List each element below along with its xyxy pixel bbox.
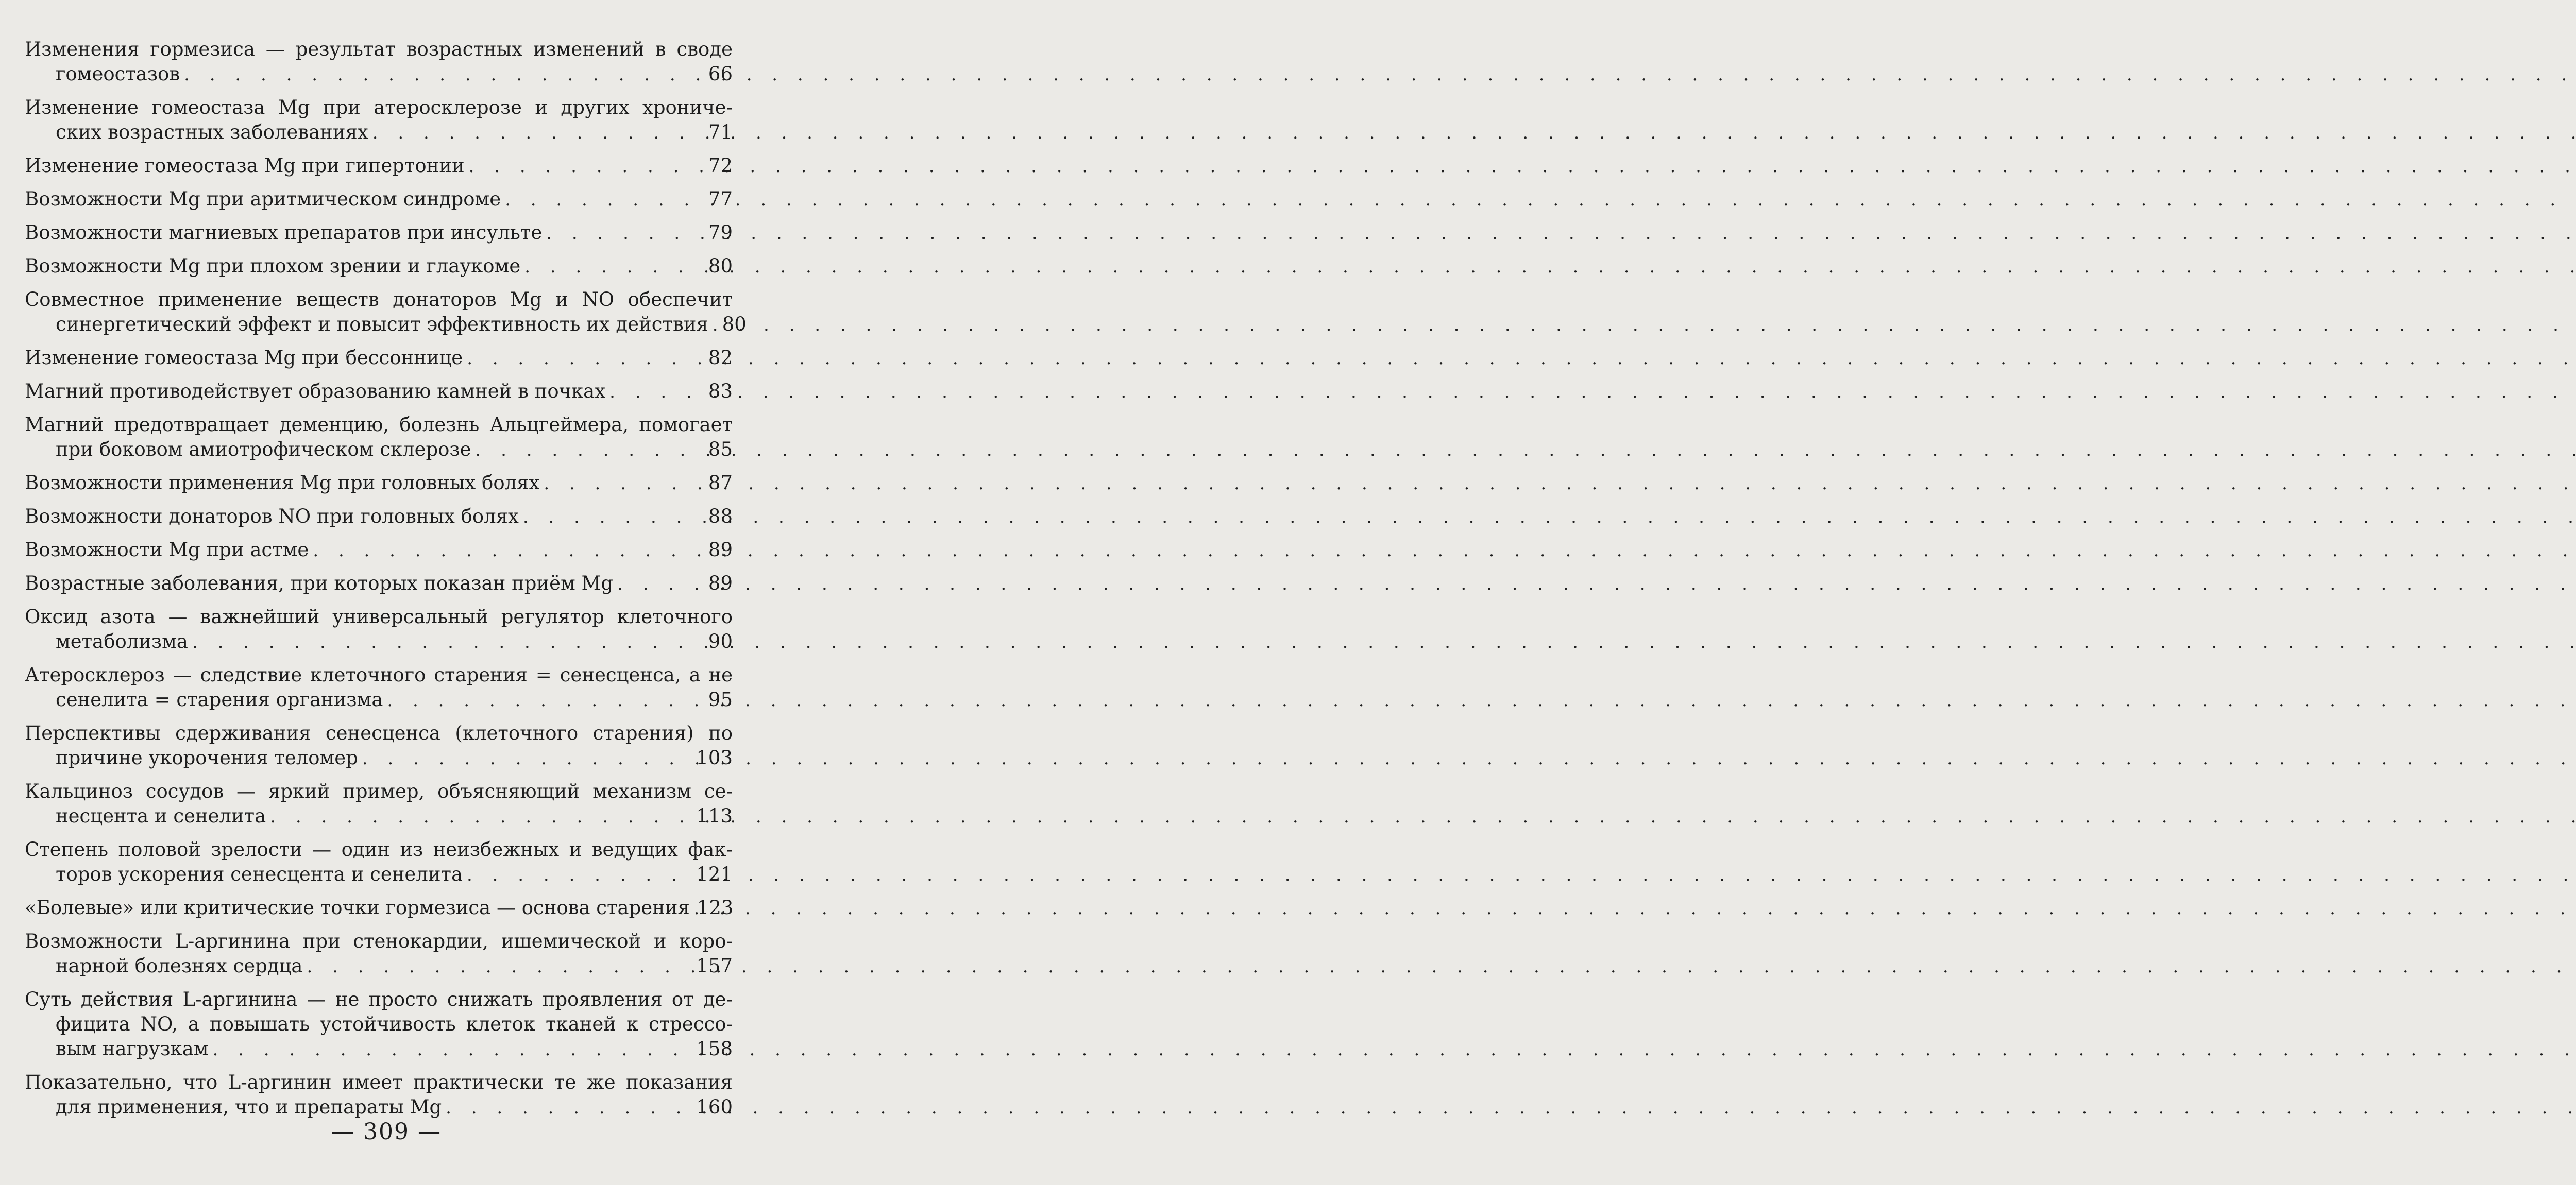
toc-entry-page: 82: [708, 347, 733, 369]
toc-entry-title: Магний противодействует образованию камней в почках: [25, 380, 606, 402]
toc-entry-line: [25, 538, 733, 563]
toc-entry-title: гомеостазов: [56, 63, 180, 85]
toc-entry-line: Показательно, что L-аргинин имеет практически те же показания: [25, 1071, 733, 1093]
toc-entry: [25, 187, 733, 212]
toc-entry: [25, 571, 733, 596]
dot-leader: [368, 121, 699, 145]
toc-entry-title: сенелита = старения организма: [56, 689, 383, 711]
dot-leader: [463, 346, 699, 371]
toc-entry: [25, 1070, 733, 1120]
toc-entry-page: 113: [696, 805, 733, 827]
toc-entry-line: [25, 471, 733, 496]
toc-entry: [25, 721, 733, 771]
toc-entry-line: [25, 346, 733, 371]
toc-entry-line: Степень половой зрелости — один из неизбежных и ведущих фак-: [25, 838, 733, 861]
dot-leader: [463, 863, 693, 887]
dot-leader: [613, 572, 699, 596]
dot-leader: [180, 62, 699, 87]
toc-entry-title: Возможности Mg при астме: [25, 539, 309, 561]
page-number: — 309 —: [331, 1119, 442, 1145]
toc-entry: [25, 663, 733, 713]
toc-entry-title: вым нагрузкам: [56, 1038, 209, 1060]
toc-entry: [25, 413, 733, 462]
toc-entry-title: Изменение гомеостаза Mg при гипертонии: [25, 154, 465, 177]
toc-entry-page: 85: [708, 438, 733, 460]
toc-entry-title: Изменение гомеостаза Mg при бессоннице: [25, 347, 463, 369]
toc-entry-title: причине укорочения теломер: [56, 747, 358, 769]
dot-leader: [519, 505, 699, 529]
dot-leader: [708, 313, 713, 337]
toc-entry: [25, 929, 733, 979]
dot-leader: [309, 538, 699, 563]
dot-leader: [383, 688, 699, 713]
dot-leader: [542, 221, 699, 246]
toc-entry-page: 72: [708, 154, 733, 177]
toc-entry-line: [25, 504, 733, 529]
toc-entry-line: Оксид азота — важнейший универсальный регулятор клеточного: [25, 606, 733, 628]
toc-entry-page: 79: [708, 221, 733, 244]
toc-entry-title: Возможности применения Mg при головных болях: [25, 472, 540, 494]
dot-leader: [188, 630, 699, 655]
toc-entry-page: 80: [708, 255, 733, 277]
toc-entry-title: метаболизма: [56, 630, 188, 652]
toc-entry-line: [25, 746, 733, 771]
toc-entry-line: [25, 804, 733, 829]
toc-entry-line: Атеросклероз — следствие клеточного старения = сенесценса, а не: [25, 664, 733, 686]
toc-entry-line: [25, 862, 733, 887]
toc-entry-line: [25, 153, 733, 179]
toc-entry-page: 80: [722, 313, 747, 335]
toc-entry: [25, 987, 733, 1062]
toc-entry-line: Возможности L-аргинина при стенокардии, ишемической и коро-: [25, 930, 733, 952]
toc-entry-title: Возможности донаторов NO при головных болях: [25, 505, 519, 527]
toc-entry-page: 89: [708, 539, 733, 561]
dot-leader: [442, 1095, 693, 1120]
toc-entry-line: [25, 254, 733, 279]
toc-entry-page: 157: [696, 955, 733, 977]
toc-entry: [25, 837, 733, 887]
toc-entry: [25, 254, 733, 279]
toc-entry-page: 66: [708, 63, 733, 85]
toc-entry: [25, 379, 733, 404]
toc-entry: [25, 287, 747, 337]
toc-entry-page: 71: [708, 121, 733, 143]
dot-leader: [358, 746, 693, 771]
toc-entry-line: Магний предотвращает деменцию, болезнь Альцгеймера, помогает: [25, 414, 733, 436]
toc-entry-title: «Болевые» или критические точки гормезиса — основа старения: [25, 897, 690, 919]
toc-entry: [25, 220, 733, 246]
toc-entry-page: 77: [708, 188, 733, 210]
dot-leader: [302, 954, 693, 979]
toc-entry-line: [25, 688, 733, 713]
toc-entry-title: нарной болезнях сердца: [56, 955, 303, 977]
toc-entry-line: [25, 379, 733, 404]
toc-entry-line: [25, 1037, 733, 1062]
toc-entry-title: Возможности магниевых препаратов при инсульте: [25, 221, 543, 244]
toc-entry-title: Возрастные заболевания, при которых показан приём Mg: [25, 572, 614, 594]
toc-entry-line: Совместное применение веществ донаторов Mg и NO обеспечит: [25, 288, 733, 311]
toc-entry-line: фицита NO, а повышать устойчивость клеток тканей к стрессо-: [56, 1013, 733, 1035]
toc-entry-page: 123: [697, 897, 734, 919]
toc-entry-page: 89: [708, 572, 733, 594]
dot-leader: [266, 804, 693, 829]
toc-entry: [25, 538, 733, 563]
toc-entry-page: 160: [696, 1096, 733, 1118]
toc-entry-title: торов ускорения сенесцента и сенелита: [56, 863, 463, 885]
toc-entry-line: [25, 571, 733, 596]
toc-entry-line: [25, 629, 733, 655]
dot-leader: [471, 438, 699, 462]
toc-entry-line: [25, 120, 733, 145]
toc-entry: [25, 779, 733, 829]
toc-entry-title: Возможности Mg при плохом зрении и глаукоме: [25, 255, 521, 277]
dot-leader: [520, 254, 699, 279]
toc-entry-line: [25, 1095, 733, 1120]
dot-leader: [690, 896, 694, 921]
toc-entry-page: 103: [696, 747, 733, 769]
toc-entry: [25, 605, 733, 655]
toc-entry-title: при боковом амиотрофическом склерозе: [56, 438, 471, 460]
toc-entry-page: 87: [708, 472, 733, 494]
toc-entry-page: 83: [708, 380, 733, 402]
toc-entry: [25, 896, 733, 921]
toc-entry-page: 121: [696, 863, 733, 885]
dot-leader: [539, 471, 699, 496]
toc-entry-page: 95: [708, 689, 733, 711]
toc-entry: [25, 346, 733, 371]
toc-entry-title: несцента и сенелита: [56, 805, 266, 827]
toc-entry-line: Изменение гомеостаза Mg при атеросклерозе и других хрониче-: [25, 96, 733, 118]
toc-entry-line: [25, 437, 733, 462]
toc-entry-line: Суть действия L-аргинина — не просто снижать проявления от де-: [25, 988, 733, 1010]
toc-entry: [25, 471, 733, 496]
toc-entry-title: синергетический эффект и повысит эффективность их действия: [56, 313, 708, 335]
dot-leader: [501, 187, 699, 212]
toc-entry-page: 158: [696, 1038, 733, 1060]
toc-entry-page: 88: [708, 505, 733, 527]
toc-entry: [25, 153, 733, 179]
toc-entry: [25, 504, 733, 529]
toc-entry-page: 90: [708, 630, 733, 652]
toc-entry-line: Кальциноз сосудов — яркий пример, объясняющий механизм се-: [25, 780, 733, 802]
dot-leader: [465, 154, 699, 179]
dot-leader: [605, 380, 699, 404]
toc-entry-line: Перспективы сдерживания сенесценса (клеточного старения) по: [25, 722, 733, 744]
dot-leader: [209, 1037, 693, 1062]
table-of-contents: [25, 37, 747, 1120]
toc-entry-line: [25, 896, 733, 921]
toc-entry-line: [25, 312, 747, 337]
toc-entry-line: Изменения гормезиса — результат возрастных изменений в своде: [25, 38, 733, 60]
toc-entry-line: [25, 954, 733, 979]
toc-entry-line: [25, 187, 733, 212]
toc-entry-title: для применения, что и препараты Mg: [56, 1096, 442, 1118]
toc-entry-title: ских возрастных заболеваниях: [56, 121, 368, 143]
toc-entry: [25, 95, 733, 145]
toc-entry: [25, 37, 733, 87]
toc-entry-line: [25, 220, 733, 246]
book-page: [0, 0, 773, 1185]
toc-entry-line: [25, 62, 733, 87]
toc-entry-title: Возможности Mg при аритмическом синдроме: [25, 188, 501, 210]
